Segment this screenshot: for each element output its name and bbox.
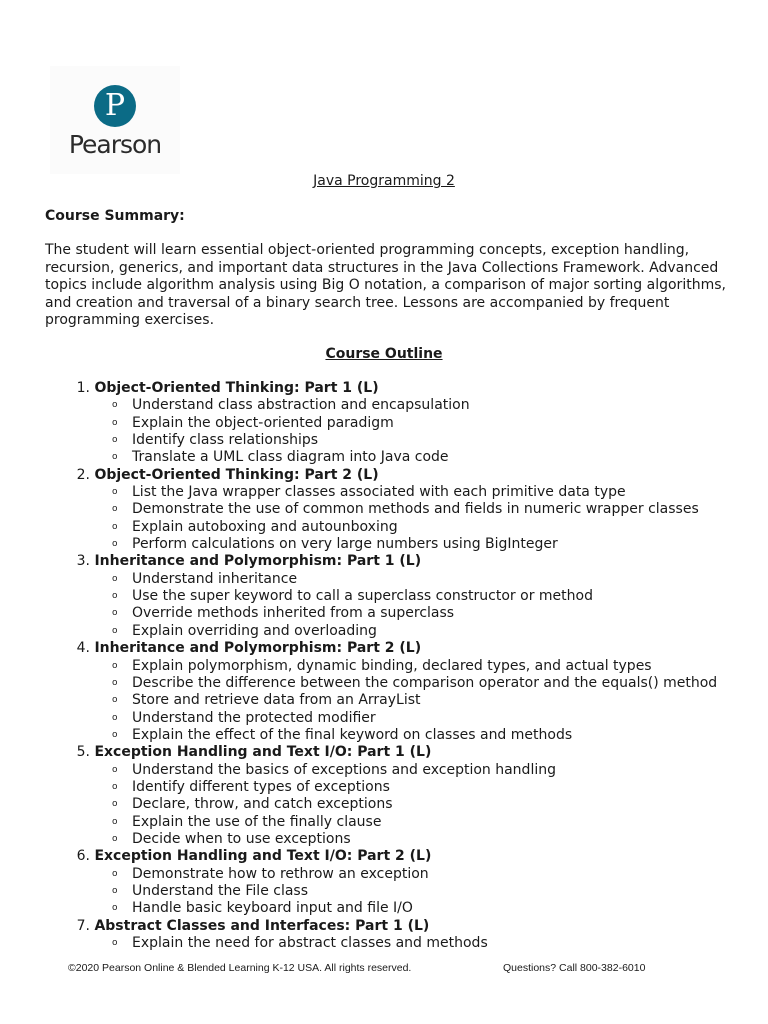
- outline-sub-item-text: Identify different types of exceptions: [132, 778, 390, 795]
- outline-sub-item-text: Store and retrieve data from an ArrayList: [132, 692, 421, 709]
- outline-sub-item: [45, 605, 745, 622]
- hollow-bullet-icon: o: [112, 487, 118, 498]
- outline-sub-item-text: Handle basic keyboard input and file I/O: [132, 900, 413, 917]
- outline-sub-item-text: Explain polymorphism, dynamic binding, declared types, and actual types: [132, 657, 652, 674]
- hollow-bullet-icon: o: [112, 938, 118, 948]
- outline-sub-item-text: Demonstrate how to rethrow an exception: [132, 865, 429, 882]
- outline-sub-item-text: Explain overriding and overloading: [132, 622, 377, 639]
- hollow-bullet-icon: o: [112, 781, 118, 792]
- outline-unit-4: [45, 640, 745, 657]
- outline-unit-title: Inheritance and Polymorphism: Part 1 (L): [94, 553, 422, 570]
- pearson-logo-wordmark: Pearson: [68, 130, 162, 159]
- hollow-bullet-icon: o: [112, 539, 118, 550]
- hollow-bullet-icon: o: [112, 799, 118, 810]
- outline-sub-item: [45, 484, 745, 501]
- hollow-bullet-icon: o: [112, 452, 118, 463]
- outline-unit-title: Object-Oriented Thinking: Part 1 (L): [94, 380, 379, 396]
- outline-sub-item-text: Explain the need for abstract classes and methods: [132, 935, 488, 951]
- outline-unit-title: Exception Handling and Text I/O: Part 1 (L): [94, 744, 432, 761]
- outline-sub-item-text: Use the super keyword to call a superclass constructor or method: [132, 588, 593, 605]
- footer-copyright: ©2020 Pearson Online & Blended Learning K-12 USA. All rights reserved.: [68, 962, 412, 974]
- outline-unit-number: 4.: [76, 640, 90, 657]
- outline-sub-item: [45, 727, 745, 744]
- hollow-bullet-icon: o: [112, 764, 118, 775]
- outline-unit-number: 7.: [76, 917, 90, 934]
- outline-sub-item: [45, 658, 745, 675]
- hollow-bullet-icon: o: [112, 521, 118, 532]
- outline-sub-item-text: Explain the use of the finally clause: [132, 813, 382, 830]
- outline-sub-item: [45, 675, 745, 692]
- outline-unit-title: Object-Oriented Thinking: Part 2 (L): [94, 466, 379, 483]
- outline-sub-item-text: Explain the object-oriented paradigm: [132, 414, 394, 431]
- hollow-bullet-icon: o: [112, 435, 118, 446]
- outline-sub-item-text: Override methods inherited from a superclass: [132, 605, 455, 622]
- outline-unit-number: 1.: [76, 380, 90, 396]
- outline-sub-item: [45, 814, 745, 831]
- hollow-bullet-icon: o: [112, 677, 118, 688]
- outline-unit-title: Inheritance and Polymorphism: Part 2 (L): [94, 640, 422, 657]
- outline-sub-item-text: Explain the effect of the final keyword on classes and methods: [132, 726, 573, 743]
- outline-unit-title: Abstract Classes and Interfaces: Part 1 (L): [94, 917, 430, 934]
- outline-sub-item-text: Understand inheritance: [132, 570, 298, 587]
- outline-sub-item-text: Understand the protected modifier: [132, 709, 376, 726]
- outline-sub-item-text: Decide when to use exceptions: [132, 830, 351, 847]
- course-outline-heading: Course Outline: [325, 346, 443, 362]
- outline-unit-6: [45, 848, 745, 865]
- outline-sub-item-text: Understand class abstraction and encapsulation: [132, 397, 470, 414]
- outline-unit-number: 2.: [76, 466, 90, 483]
- hollow-bullet-icon: o: [112, 816, 118, 827]
- outline-unit-number: 6.: [76, 848, 90, 865]
- outline-sub-item-text: Understand the basics of exceptions and exception handling: [132, 761, 556, 778]
- outline-unit-number: 5.: [76, 744, 90, 761]
- hollow-bullet-icon: o: [112, 712, 118, 723]
- footer-questions-phone: Questions? Call 800-382-6010: [503, 962, 646, 974]
- outline-sub-item: [45, 501, 745, 518]
- hollow-bullet-icon: o: [112, 573, 118, 584]
- hollow-bullet-icon: o: [112, 660, 118, 671]
- outline-unit-3: [45, 553, 745, 570]
- outline-unit-title: Exception Handling and Text I/O: Part 2 (L): [94, 848, 432, 865]
- outline-sub-item-text: Describe the difference between the comparison operator and the equals() method: [132, 674, 718, 691]
- document-title: Java Programming 2: [313, 173, 455, 189]
- pearson-logo-mark: P: [94, 85, 136, 127]
- outline-sub-item: [45, 397, 745, 414]
- outline-sub-item-text: Understand the File class: [132, 882, 309, 899]
- outline-sub-item: [45, 536, 745, 553]
- outline-sub-item: [45, 779, 745, 796]
- outline-unit-7: [45, 918, 745, 935]
- outline-sub-item: [45, 623, 745, 640]
- outline-sub-item: [45, 796, 745, 813]
- hollow-bullet-icon: o: [112, 868, 118, 879]
- outline-sub-item-text: Explain autoboxing and autounboxing: [132, 518, 398, 535]
- outline-sub-item: [45, 519, 745, 536]
- outline-sub-item: [45, 571, 745, 588]
- hollow-bullet-icon: o: [112, 417, 118, 428]
- outline-sub-item: [45, 831, 745, 848]
- outline-sub-item-text: Perform calculations on very large numbers using BigInteger: [132, 536, 558, 553]
- outline-sub-item: [45, 449, 745, 466]
- hollow-bullet-icon: o: [112, 695, 118, 706]
- pearson-logo: [50, 66, 180, 174]
- outline-sub-item: [45, 883, 745, 900]
- outline-unit-1: [45, 380, 745, 397]
- hollow-bullet-icon: o: [112, 903, 118, 914]
- outline-sub-item: [45, 588, 745, 605]
- hollow-bullet-icon: o: [112, 833, 118, 844]
- hollow-bullet-icon: o: [112, 504, 118, 515]
- outline-sub-item: [45, 900, 745, 917]
- outline-sub-item: [45, 415, 745, 432]
- outline-sub-item-text: Identify class relationships: [132, 432, 319, 449]
- hollow-bullet-icon: o: [112, 591, 118, 602]
- outline-sub-item-text: Translate a UML class diagram into Java code: [132, 449, 449, 466]
- outline-sub-item: [45, 692, 745, 709]
- hollow-bullet-icon: o: [112, 729, 118, 740]
- outline-sub-item: [45, 935, 745, 952]
- hollow-bullet-icon: o: [112, 400, 118, 411]
- hollow-bullet-icon: o: [112, 885, 118, 896]
- outline-sub-item-text: Demonstrate the use of common methods and fields in numeric wrapper classes: [132, 501, 699, 518]
- outline-unit-5: [45, 744, 745, 761]
- outline-sub-item-text: List the Java wrapper classes associated with each primitive data type: [132, 484, 626, 501]
- course-summary-heading: Course Summary:: [45, 208, 185, 224]
- hollow-bullet-icon: o: [112, 608, 118, 619]
- hollow-bullet-icon: o: [112, 625, 118, 636]
- outline-sub-item-text: Declare, throw, and catch exceptions: [132, 796, 393, 813]
- outline-sub-item: [45, 710, 745, 727]
- outline-sub-item: [45, 762, 745, 779]
- outline-sub-item: [45, 866, 745, 883]
- course-outline-list: [45, 380, 745, 952]
- outline-unit-number: 3.: [76, 553, 90, 570]
- outline-unit-2: [45, 467, 745, 484]
- outline-sub-item: [45, 432, 745, 449]
- course-summary-text: The student will learn essential object-oriented programming concepts, exception handling, recursion, generics, and important data structures in the Java Collections Framework. Advanced topics include algorithm analysis using Big O notation, a comparison of major sorting algorithms, and creation and traversal of a binary search tree. Lessons are accompanied by frequent programming exercises.: [45, 242, 726, 328]
